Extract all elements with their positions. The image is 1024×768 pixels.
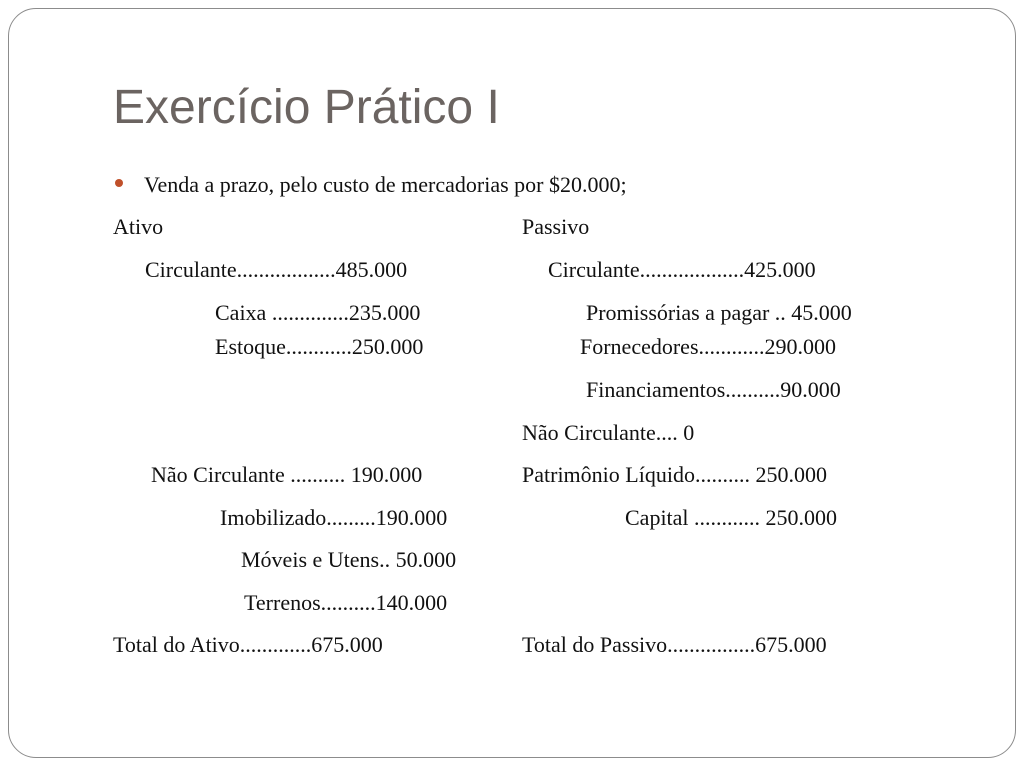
passivo-circulante: Circulante...................425.000 bbox=[548, 257, 816, 282]
ativo-moveis: Móveis e Utens.. 50.000 bbox=[241, 547, 457, 572]
passivo-capital: Capital ............ 250.000 bbox=[625, 505, 838, 530]
passivo-total: Total do Passivo................675.000 bbox=[522, 632, 827, 657]
ativo-header: Ativo bbox=[113, 214, 164, 239]
slide-title: Exercício Prático I bbox=[113, 81, 500, 134]
passivo-promissorias: Promissórias a pagar .. 45.000 bbox=[586, 300, 852, 325]
ativo-circulante: Circulante..................485.000 bbox=[145, 257, 408, 282]
ativo-nao-circulante: Não Circulante .......... 190.000 bbox=[151, 462, 423, 487]
passivo-nao-circulante: Não Circulante.... 0 bbox=[522, 420, 695, 445]
ativo-caixa: Caixa ..............235.000 bbox=[215, 300, 421, 325]
ativo-terrenos: Terrenos..........140.000 bbox=[244, 590, 448, 615]
bullet-text: Venda a prazo, pelo custo de mercadorias por $20.000; bbox=[144, 172, 627, 197]
ativo-total: Total do Ativo.............675.000 bbox=[113, 632, 383, 657]
passivo-fornecedores: Fornecedores............290.000 bbox=[580, 334, 837, 359]
passivo-header: Passivo bbox=[522, 214, 590, 239]
passivo-financiamentos: Financiamentos..........90.000 bbox=[586, 377, 841, 402]
circle-bullet-icon bbox=[115, 179, 123, 187]
ativo-estoque: Estoque............250.000 bbox=[215, 334, 424, 359]
ativo-imobilizado: Imobilizado.........190.000 bbox=[220, 505, 448, 530]
passivo-patrimonio-liquido: Patrimônio Líquido.......... 250.000 bbox=[522, 462, 827, 487]
